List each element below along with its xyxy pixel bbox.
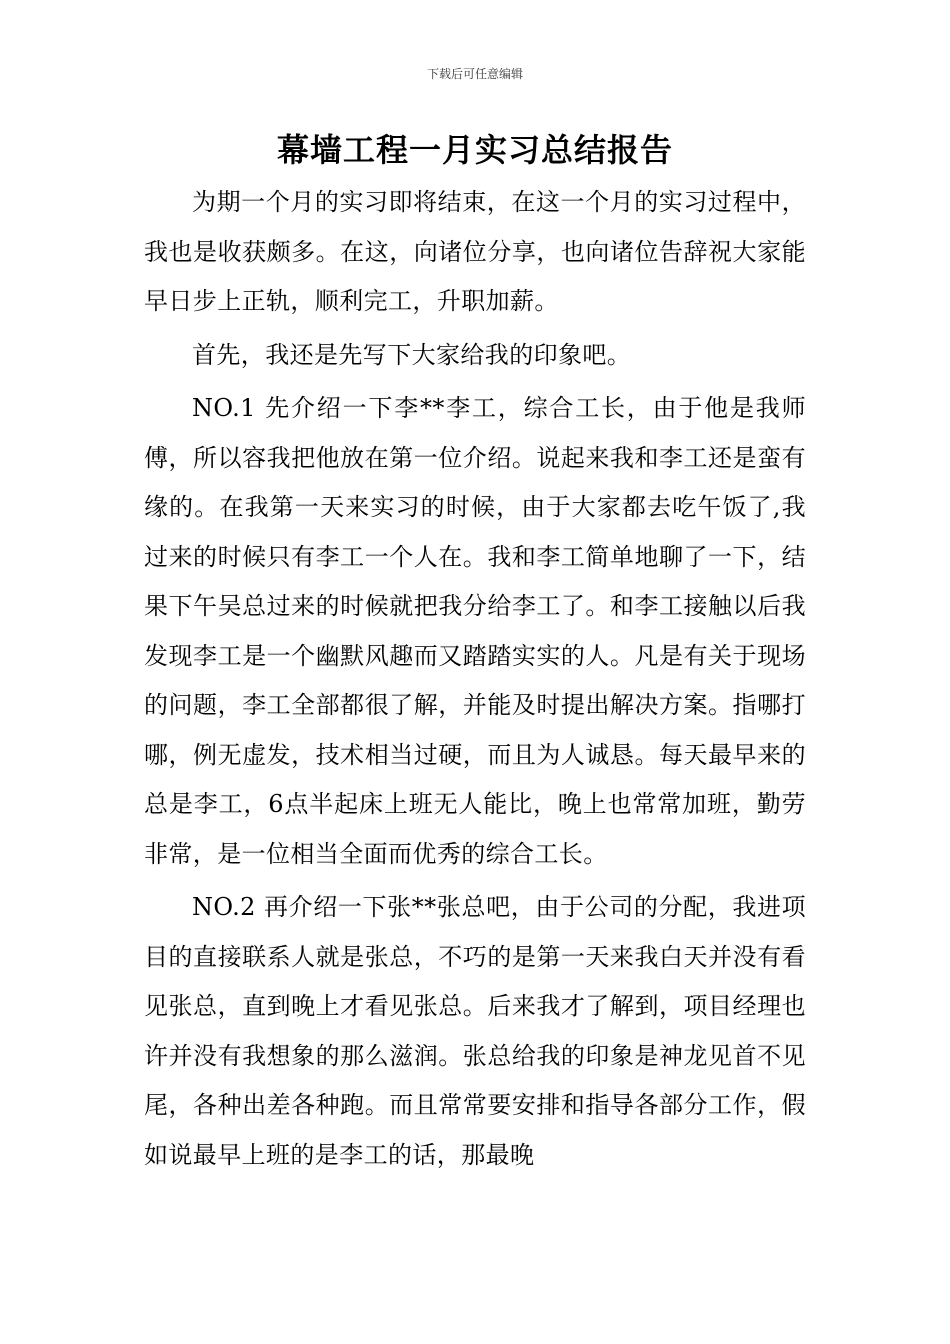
document-body	[144, 178, 806, 1184]
paragraph-intro: 为期一个月的实习即将结束，在这一个月的实习过程中，我也是收获颇多。在这，向诸位分享，也向诸位告辞祝大家能早日步上正轨，顺利完工，升职加薪。	[144, 188, 806, 315]
header-note: 下载后可任意编辑	[426, 67, 523, 81]
paragraph-first-impression: 首先，我还是先写下大家给我的印象吧。	[192, 340, 632, 369]
paragraph-no2: NO.2 再介绍一下张**张总吧，由于公司的分配，我进项目的直接联系人就是张总，不巧的是第一天来我白天并没有看见张总，直到晚上才看见张总。后来我才了解到，项目经理也许并没有我想象的那么滋润。张总给我的印象是神龙见首不见尾，各种出差各种跑。而且常常要安排和指导各部分工作，假如说最早上班的是李工的话，那最晚	[144, 893, 806, 1169]
paragraph-no1: NO.1 先介绍一下李**李工，综合工长，由于他是我师傅，所以容我把他放在第一位介绍。说起来我和李工还是蛮有缘的。在我第一天来实习的时候，由于大家都去吃午饭了,我过来的时候只有李工一个人在。我和李工简单地聊了一下，结果下午吴总过来的时候就把我分给李工了。和李工接触以后我发现李工是一个幽默风趣而又踏踏实实的人。凡是有关于现场的问题，李工全部都很了解，并能及时提出解决方案。指哪打哪，例无虚发，技术相当过硬，而且为人诚恳。每天最早来的总是李工，6点半起床上班无人能比，晚上也常常加班，勤劳非常，是一位相当全面而优秀的综合工长。	[144, 394, 806, 868]
document-title: 幕墙工程一月实习总结报告	[276, 131, 673, 169]
